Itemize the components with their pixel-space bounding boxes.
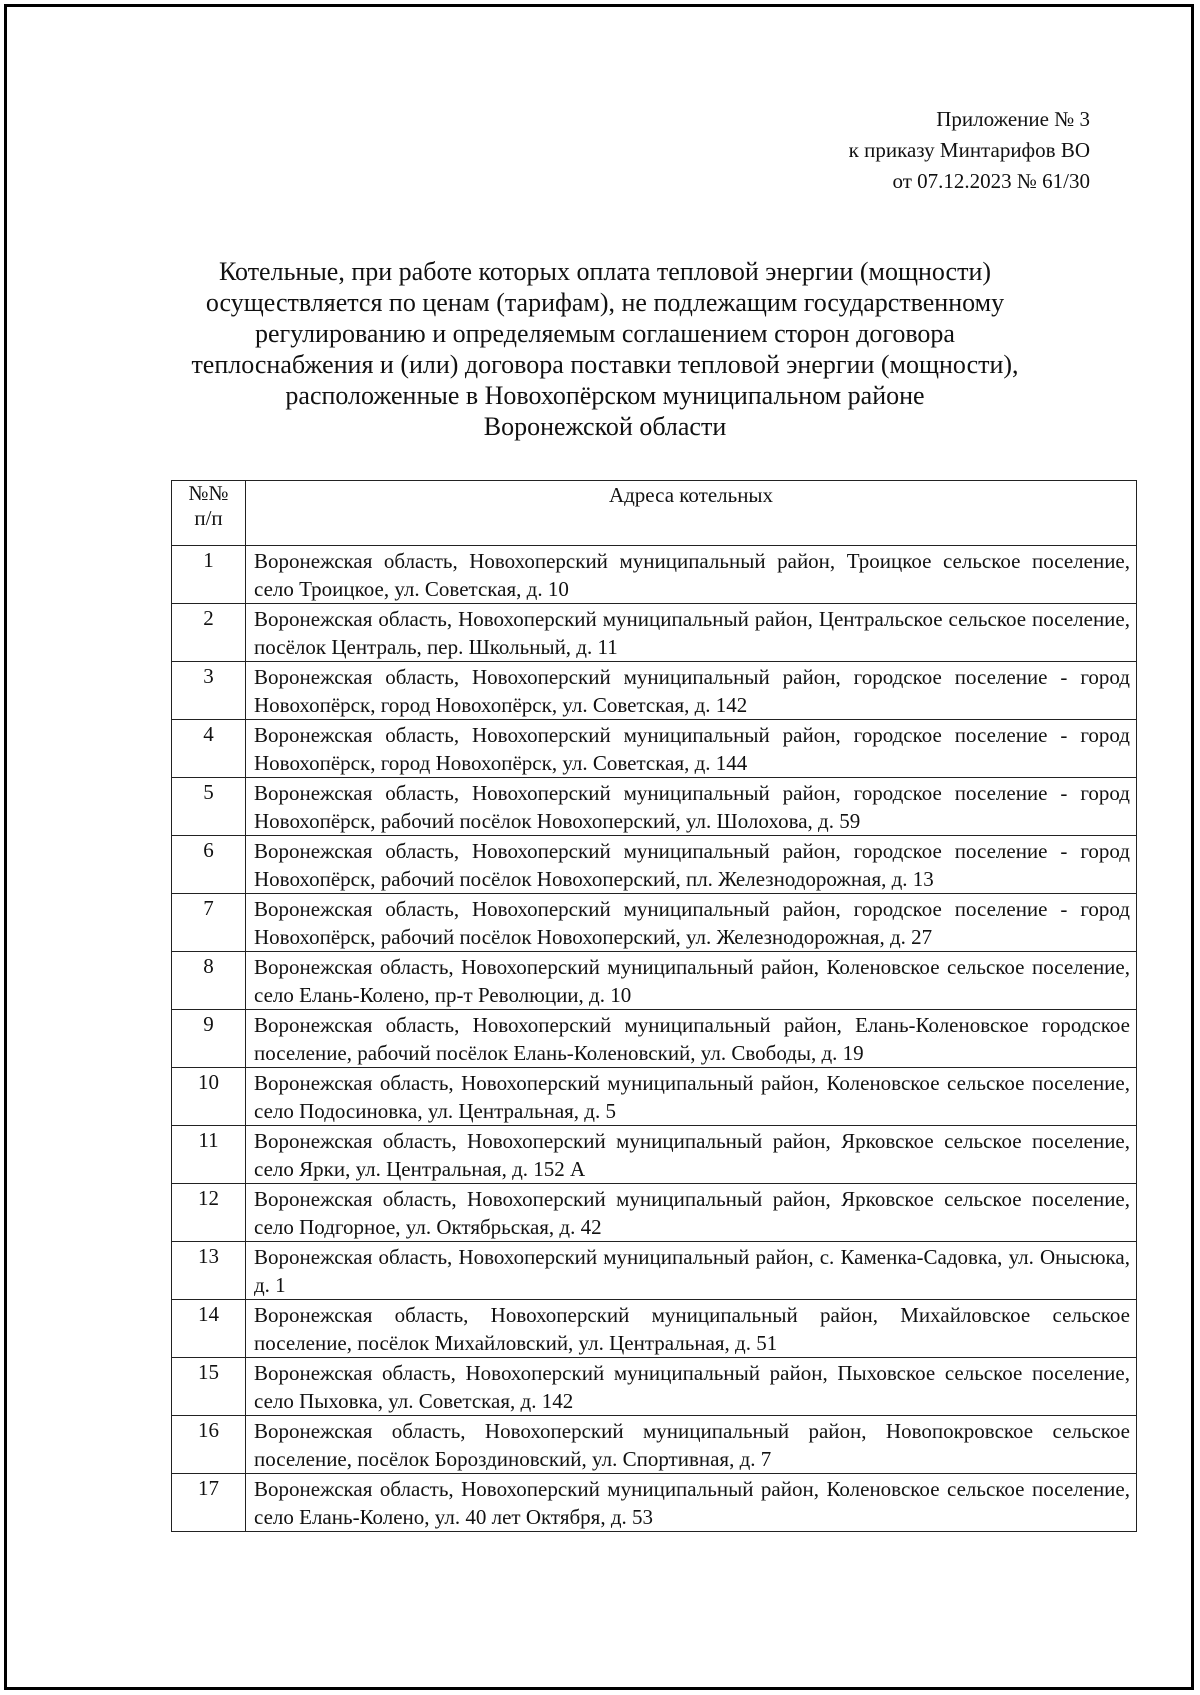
table-header-row	[172, 481, 1137, 546]
table-row	[172, 1300, 1137, 1358]
table-row	[172, 1126, 1137, 1184]
boiler-address: Воронежская область, Новохоперский муниципальный район, Троицкое сельское поселение, село Троицкое, ул. Советская, д. 10	[246, 546, 1137, 604]
column-header-number-line1: №№	[188, 481, 229, 505]
table-row	[172, 1358, 1137, 1416]
title-line: регулированию и определяемым соглашением сторон договора	[255, 319, 955, 348]
row-number: 13	[172, 1242, 246, 1300]
row-number: 1	[172, 546, 246, 604]
table-row	[172, 952, 1137, 1010]
boiler-address: Воронежская область, Новохоперский муниципальный район, Ярковское сельское поселение, село Подгорное, ул. Октябрьская, д. 42	[246, 1184, 1137, 1242]
table-row	[172, 1242, 1137, 1300]
table-row	[172, 1416, 1137, 1474]
row-number: 2	[172, 604, 246, 662]
title-line: расположенные в Новохопёрском муниципальном районе	[285, 381, 925, 410]
boiler-address: Воронежская область, Новохоперский муниципальный район, Елань-Коленовское городское поселение, рабочий посёлок Елань-Коленовский, ул. Свободы, д. 19	[246, 1010, 1137, 1068]
table-row	[172, 778, 1137, 836]
boiler-address: Воронежская область, Новохоперский муниципальный район, с. Каменка-Садовка, ул. Онысюка, д. 1	[246, 1242, 1137, 1300]
appendix-order-ref: к приказу Минтарифов ВО	[848, 138, 1090, 162]
row-number: 3	[172, 662, 246, 720]
row-number: 11	[172, 1126, 246, 1184]
boiler-address: Воронежская область, Новохоперский муниципальный район, Новопокровское сельское поселение, посёлок Бороздиновский, ул. Спортивная, д. 7	[246, 1416, 1137, 1474]
title-line: теплоснабжения и (или) договора поставки тепловой энергии (мощности),	[191, 350, 1019, 379]
boiler-address: Воронежская область, Новохоперский муниципальный район, Ярковское сельское поселение, село Ярки, ул. Центральная, д. 152 А	[246, 1126, 1137, 1184]
boiler-address: Воронежская область, Новохоперский муниципальный район, Пыховское сельское поселение, село Пыховка, ул. Советская, д. 142	[246, 1358, 1137, 1416]
table-row	[172, 1068, 1137, 1126]
document-title	[150, 256, 1060, 442]
appendix-order-date: от 07.12.2023 № 61/30	[892, 169, 1090, 193]
boiler-address: Воронежская область, Новохоперский муниципальный район, городское поселение - город Новохопёрск, город Новохопёрск, ул. Советская, д. 144	[246, 720, 1137, 778]
boiler-address: Воронежская область, Новохоперский муниципальный район, городское поселение - город Новохопёрск, рабочий посёлок Новохоперский, ул. Шолохова, д. 59	[246, 778, 1137, 836]
table-body	[172, 546, 1137, 1532]
row-number: 5	[172, 778, 246, 836]
title-line: Воронежской области	[483, 412, 727, 441]
boiler-address: Воронежская область, Новохоперский муниципальный район, Михайловское сельское поселение, посёлок Михайловский, ул. Центральная, д. 51	[246, 1300, 1137, 1358]
boiler-address: Воронежская область, Новохоперский муниципальный район, городское поселение - город Новохопёрск, рабочий посёлок Новохоперский, пл. Железнодорожная, д. 13	[246, 836, 1137, 894]
boiler-address: Воронежская область, Новохоперский муниципальный район, Коленовское сельское поселение, село Елань-Колено, пр-т Революции, д. 10	[246, 952, 1137, 1010]
row-number: 17	[172, 1474, 246, 1532]
boiler-address: Воронежская область, Новохоперский муниципальный район, Центральское сельское поселение, посёлок Централь, пер. Школьный, д. 11	[246, 604, 1137, 662]
table-row	[172, 1184, 1137, 1242]
title-line: Котельные, при работе которых оплата тепловой энергии (мощности)	[218, 257, 992, 286]
appendix-header	[849, 104, 1090, 197]
table-row	[172, 662, 1137, 720]
row-number: 9	[172, 1010, 246, 1068]
table-row	[172, 894, 1137, 952]
table-row	[172, 1474, 1137, 1532]
column-header-number-line2: п/п	[194, 506, 223, 530]
row-number: 16	[172, 1416, 246, 1474]
row-number: 10	[172, 1068, 246, 1126]
boiler-address: Воронежская область, Новохоперский муниципальный район, городское поселение - город Новохопёрск, город Новохопёрск, ул. Советская, д. 142	[246, 662, 1137, 720]
boiler-address: Воронежская область, Новохоперский муниципальный район, Коленовское сельское поселение, село Подосиновка, ул. Центральная, д. 5	[246, 1068, 1137, 1126]
row-number: 7	[172, 894, 246, 952]
row-number: 6	[172, 836, 246, 894]
boiler-address: Воронежская область, Новохоперский муниципальный район, городское поселение - город Новохопёрск, рабочий посёлок Новохоперский, ул. Железнодорожная, д. 27	[246, 894, 1137, 952]
title-line: осуществляется по ценам (тарифам), не подлежащим государственному	[205, 288, 1005, 317]
row-number: 8	[172, 952, 246, 1010]
boiler-table	[171, 480, 1137, 1532]
row-number: 14	[172, 1300, 246, 1358]
table-row	[172, 546, 1137, 604]
table-row	[172, 1010, 1137, 1068]
column-header-number	[172, 481, 246, 546]
row-number: 12	[172, 1184, 246, 1242]
table-row	[172, 720, 1137, 778]
boiler-address: Воронежская область, Новохоперский муниципальный район, Коленовское сельское поселение, село Елань-Колено, ул. 40 лет Октября, д. 53	[246, 1474, 1137, 1532]
appendix-number: Приложение № 3	[936, 107, 1090, 131]
table-row	[172, 604, 1137, 662]
column-header-address: Адреса котельных	[246, 481, 1137, 546]
row-number: 4	[172, 720, 246, 778]
table-row	[172, 836, 1137, 894]
row-number: 15	[172, 1358, 246, 1416]
